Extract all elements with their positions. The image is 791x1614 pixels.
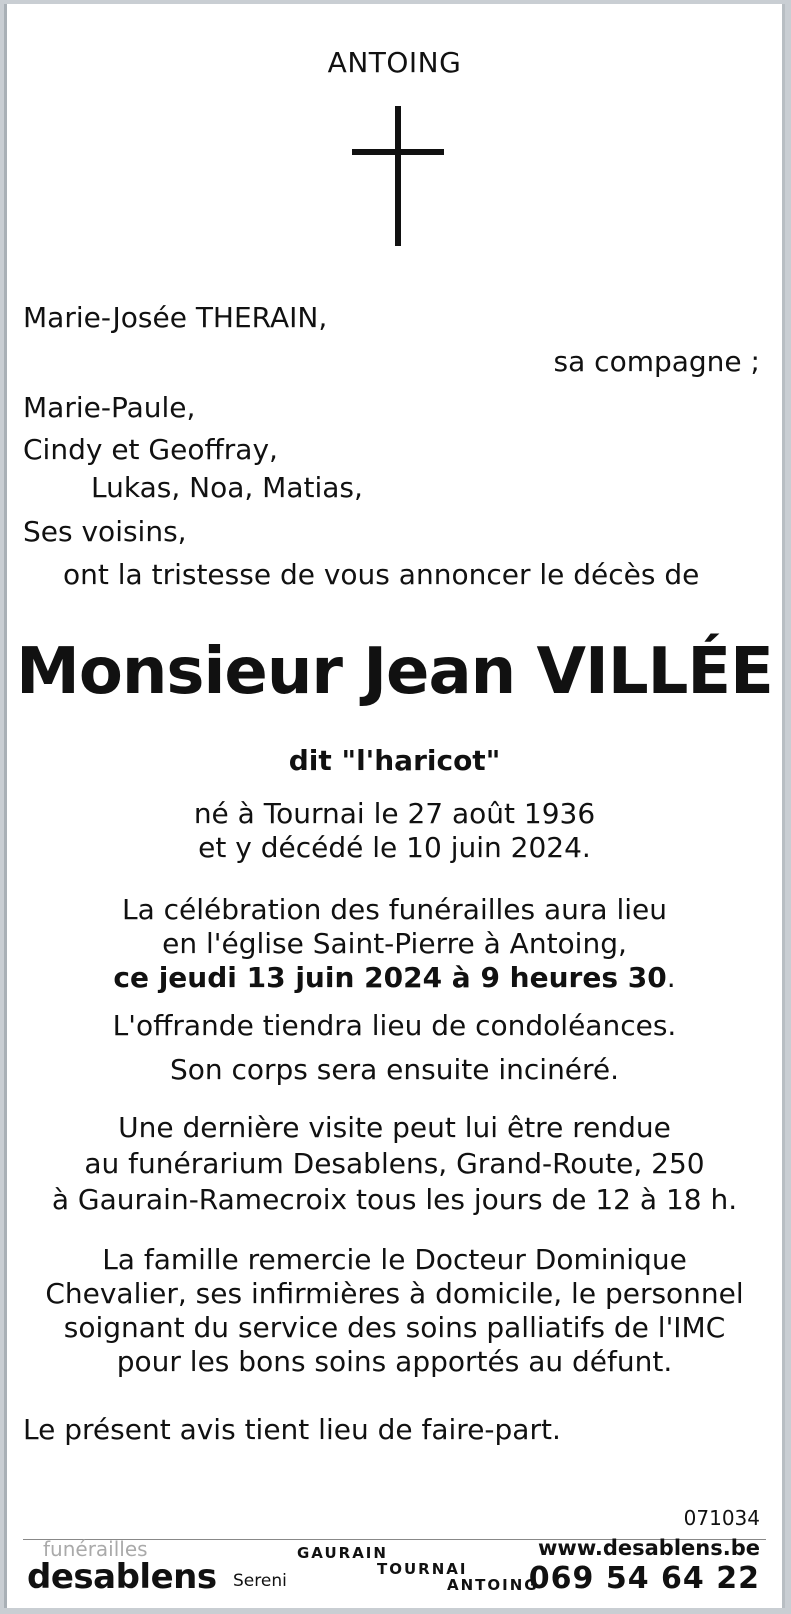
thanks-line-1: La famille remercie le Docteur Dominique xyxy=(102,1243,687,1276)
deceased-name: Monsieur Jean VILLÉE xyxy=(16,635,773,709)
visit-line-3: à Gaurain-Ramecroix tous les jours de 12 à 18 h. xyxy=(51,1183,738,1216)
ceremony-period: . xyxy=(666,961,676,994)
location-tournai: TOURNAI xyxy=(377,1560,468,1578)
ceremony-datetime: ce jeudi 13 juin 2024 à 9 heures 30 xyxy=(113,961,667,994)
brand-tagline: funérailles xyxy=(43,1537,148,1561)
family-line-1: Marie-Josée THERAIN, xyxy=(23,301,328,334)
visit-line-1: Une dernière visite peut lui être rendue xyxy=(118,1111,671,1144)
ceremony-line-1: La célébration des funérailles aura lieu xyxy=(121,893,668,926)
location-gaurain: GAURAIN xyxy=(297,1544,388,1562)
family-line-4: Cindy et Geoffray, xyxy=(23,433,278,466)
phone-number[interactable]: 069 54 64 22 xyxy=(528,1561,760,1596)
reference-number: 071034 xyxy=(683,1506,760,1530)
visit-line-2: au funérarium Desablens, Grand-Route, 250 xyxy=(84,1147,705,1180)
birth-date: né à Tournai le 27 août 1936 xyxy=(193,797,596,830)
thanks-line-3: soignant du service des soins palliatifs de l'IMC xyxy=(63,1311,726,1344)
family-line-6: Ses voisins, xyxy=(23,515,187,548)
family-line-3: Marie-Paule, xyxy=(23,391,196,424)
family-line-2: sa compagne ; xyxy=(553,345,760,378)
ceremony-line-2: en l'église Saint-Pierre à Antoing, xyxy=(162,927,627,960)
thanks-line-4: pour les bons soins apportés au défunt. xyxy=(116,1345,673,1378)
thanks-line-2: Chevalier, ses infirmières à domicile, le personnel xyxy=(45,1277,744,1310)
ceremony-line-5: Son corps sera ensuite incinéré. xyxy=(169,1053,620,1086)
brand-suffix: Sereni xyxy=(233,1571,287,1591)
ceremony-line-3 xyxy=(7,960,782,996)
ceremony-line-4: L'offrande tiendra lieu de condoléances. xyxy=(112,1009,677,1042)
family-line-5: Lukas, Noa, Matias, xyxy=(91,471,363,504)
city-heading: ANTOING xyxy=(327,46,462,79)
announcement-line: ont la tristesse de vous annoncer le décès de xyxy=(63,558,700,591)
website-link[interactable]: www.desablens.be xyxy=(538,1536,760,1560)
deceased-nickname: dit "l'haricot" xyxy=(288,744,501,777)
brand-logo: desablens xyxy=(27,1557,217,1597)
obituary-page xyxy=(4,4,785,1608)
closing-line: Le présent avis tient lieu de faire-part. xyxy=(23,1413,561,1446)
location-antoing: ANTOING xyxy=(447,1576,539,1594)
death-date: et y décédé le 10 juin 2024. xyxy=(198,831,591,864)
